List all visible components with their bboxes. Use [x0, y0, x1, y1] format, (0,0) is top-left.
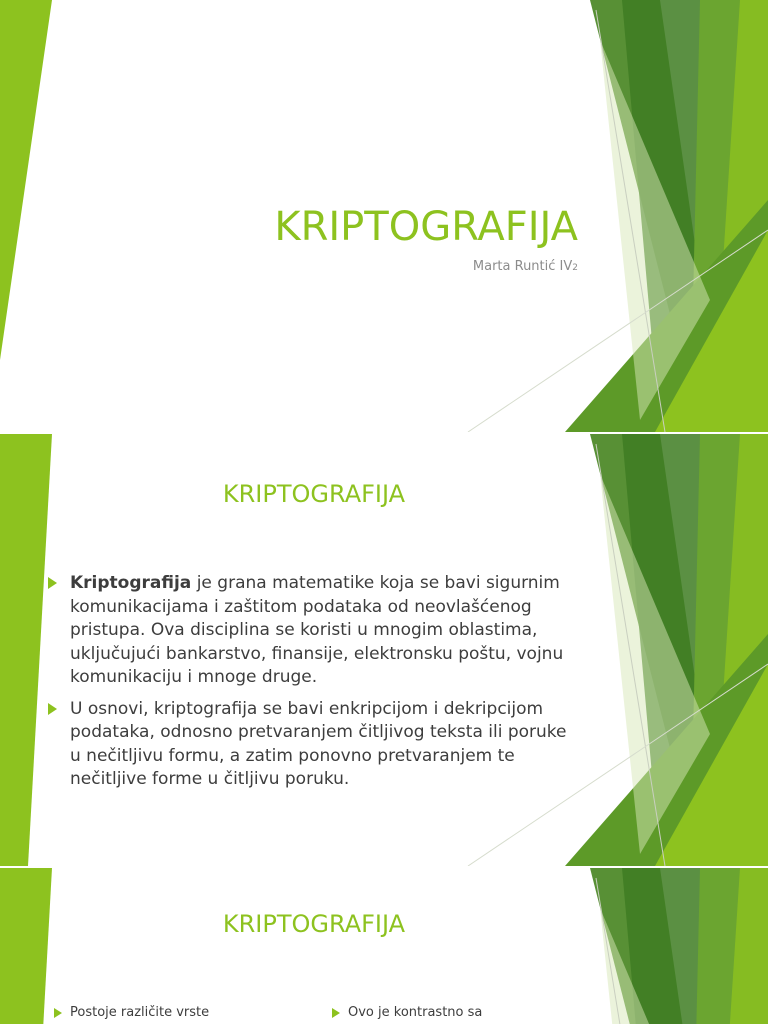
bullet-text: Postoje različite vrste — [70, 1005, 210, 1020]
column-right-item — [332, 1005, 482, 1020]
slide-1 — [0, 0, 768, 432]
list-item — [48, 698, 578, 792]
bullet-text: je grana matematike koja se bavi sigurnim komunikacijama i zaštitom podataka od neovlašćenog pristupa. Ova disciplina se koristi u mnogim oblastima, uključujući bankarstvo, finansije, elektronsku poštu, vojnu komunikaciju i mnoge druge. — [70, 573, 564, 687]
bullet-arrow-icon — [48, 577, 57, 589]
bullet-list — [48, 572, 578, 800]
slide-1-title: KRIPTOGRAFIJA — [274, 204, 578, 250]
bullet-arrow-icon — [332, 1008, 340, 1018]
slide-2-title: KRIPTOGRAFIJA — [222, 480, 406, 508]
bullet-text: U osnovi, kriptografija se bavi enkripcijom i dekripcijom podataka, odnosno pretvaranjem čitljivog teksta ili poruke u nečitljivu formu, a zatim ponovno pretvaranjem te nečitljive forme u čitljivu poruku. — [70, 698, 567, 789]
slide-2 — [0, 434, 768, 866]
slide-3 — [0, 868, 768, 1024]
list-item — [48, 572, 578, 690]
bullet-arrow-icon — [54, 1008, 62, 1018]
subtitle-text: Marta Runtić IV — [472, 259, 573, 274]
slide-1-subtitle — [473, 259, 578, 274]
bullet-text: Ovo je kontrastno sa — [348, 1005, 483, 1020]
bullet-bold-term: Kriptografija — [70, 573, 192, 593]
column-left-item — [54, 1005, 209, 1020]
bullet-arrow-icon — [48, 703, 57, 715]
slide-3-decoration — [0, 868, 768, 1024]
slide-3-title: KRIPTOGRAFIJA — [222, 910, 406, 938]
subtitle-subscript: 2 — [572, 263, 578, 273]
